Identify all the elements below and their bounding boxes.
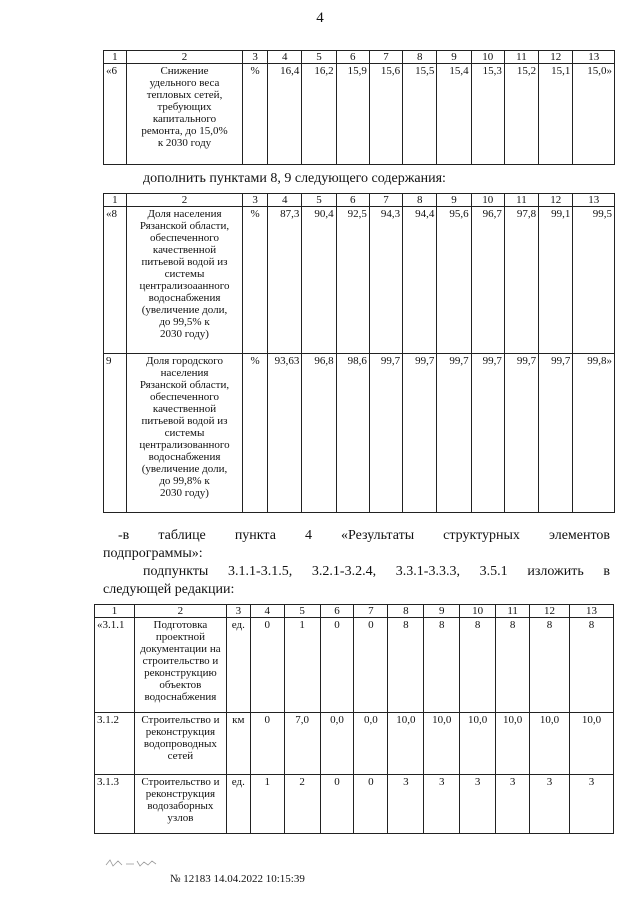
value-cell: 92,5	[336, 207, 369, 354]
value-cell: 8	[424, 618, 460, 713]
unit-cell: %	[243, 64, 268, 165]
result-name	[134, 618, 226, 713]
word: подпункты	[143, 564, 209, 579]
name-line: 2030 году)	[160, 328, 209, 340]
name-line: Доля городского	[145, 355, 224, 367]
header-cell: 1	[104, 194, 127, 207]
header-cell: 2	[126, 194, 242, 207]
name-line: Рязанской области,	[139, 220, 230, 232]
unit-cell: ед.	[226, 775, 250, 834]
table-row	[95, 618, 614, 713]
header-cell: 6	[336, 194, 369, 207]
value-cell: 3	[496, 775, 530, 834]
name-line: водоснабжения	[148, 451, 221, 463]
value-cell: 3	[388, 775, 424, 834]
word: «Результаты	[340, 528, 415, 543]
header-cell: 8	[403, 194, 437, 207]
value-cell: 0,0	[320, 713, 354, 775]
value-cell: 99,8»	[573, 354, 615, 513]
value-cell: 8	[388, 618, 424, 713]
value-cell: 8	[460, 618, 496, 713]
value-cell: 3	[460, 775, 496, 834]
value-cell: 93,63	[268, 354, 302, 513]
value-cell: 94,4	[403, 207, 437, 354]
value-cell: 15,0»	[573, 64, 615, 165]
word: 3.5.1	[479, 564, 508, 579]
name-line: водоснабжения	[148, 292, 221, 304]
header-cell: 4	[268, 194, 302, 207]
name-line: системы	[164, 268, 205, 280]
value-cell: 87,3	[268, 207, 302, 354]
table-row	[104, 207, 615, 354]
value-cell: 10,0	[424, 713, 460, 775]
value-cell: 3	[530, 775, 570, 834]
name-line: обеспеченного	[150, 232, 219, 244]
value-cell: 0	[320, 775, 354, 834]
header-cell: 9	[437, 194, 471, 207]
header-cell: 3	[243, 194, 268, 207]
word: элементов	[548, 528, 611, 543]
value-cell: 99,7	[403, 354, 437, 513]
word: таблице	[158, 528, 206, 543]
value-cell: 95,6	[437, 207, 471, 354]
table-row	[104, 64, 615, 165]
table-header-row	[104, 194, 615, 207]
value-cell: 15,9	[336, 64, 369, 165]
value-cell: 10,0	[496, 713, 530, 775]
name-line: обеспеченного	[150, 391, 219, 403]
paragraph-supplement: дополнить пунктами 8, 9 следующего содержания:	[143, 171, 446, 186]
value-cell: 8	[530, 618, 570, 713]
value-cell: 99,5	[573, 207, 615, 354]
value-cell: 8	[496, 618, 530, 713]
value-cell: 10,0	[569, 713, 613, 775]
header-cell: 12	[539, 51, 573, 64]
name-line: к 2030 году	[157, 137, 212, 149]
header-cell: 5	[284, 605, 320, 618]
name-line: строительство и	[142, 655, 219, 667]
header-cell: 2	[126, 51, 242, 64]
paragraph-amend-line-1	[118, 527, 610, 544]
header-cell: 11	[504, 194, 538, 207]
value-cell: 15,1	[539, 64, 573, 165]
name-line: питьевой водой из	[141, 415, 228, 427]
paragraph-amend-line-4: следующей редакции:	[103, 582, 235, 597]
header-cell: 10	[471, 194, 504, 207]
value-cell: 98,6	[336, 354, 369, 513]
value-cell: 15,6	[369, 64, 402, 165]
value-cell: 3	[569, 775, 613, 834]
name-line: до 99,5% к	[159, 316, 210, 328]
name-line: тепловых сетей,	[146, 89, 223, 101]
value-cell: 0,0	[354, 713, 388, 775]
word: пункта	[234, 528, 276, 543]
row-number: 3.1.3	[95, 775, 135, 834]
header-cell: 12	[539, 194, 573, 207]
header-cell: 13	[573, 51, 615, 64]
name-line: системы	[164, 427, 205, 439]
header-cell: 9	[424, 605, 460, 618]
row-number: 9	[104, 354, 127, 513]
stamp-mark	[104, 856, 160, 870]
unit-cell: %	[243, 207, 268, 354]
header-cell: 11	[496, 605, 530, 618]
name-line: 2030 году)	[160, 487, 209, 499]
value-cell: 99,7	[369, 354, 402, 513]
value-cell: 3	[424, 775, 460, 834]
results-table	[94, 604, 614, 834]
indicator-name	[126, 207, 242, 354]
word: 4	[304, 528, 312, 543]
table-row	[95, 713, 614, 775]
header-cell: 13	[573, 194, 615, 207]
name-line: питьевой водой из	[141, 256, 228, 268]
header-cell: 4	[250, 605, 284, 618]
word: -в	[118, 528, 130, 543]
name-line: объектов	[159, 679, 202, 691]
name-line: ремонта, до 15,0%	[141, 125, 228, 137]
value-cell: 15,5	[403, 64, 437, 165]
table-header-row	[104, 51, 615, 64]
name-line: централизованного	[139, 439, 230, 451]
header-cell: 4	[268, 51, 302, 64]
name-line: (увеличение доли,	[141, 463, 228, 475]
header-cell: 6	[320, 605, 354, 618]
paragraph-amend-line-3	[143, 563, 610, 580]
value-cell: 7,0	[284, 713, 320, 775]
value-cell: 15,3	[471, 64, 504, 165]
header-cell: 8	[388, 605, 424, 618]
document-registration-id: № 12183 14.04.2022 10:15:39	[170, 873, 305, 885]
unit-cell: ед.	[226, 618, 250, 713]
header-cell: 3	[243, 51, 268, 64]
name-line: централизоаанного	[139, 280, 230, 292]
header-cell: 12	[530, 605, 570, 618]
value-cell: 99,7	[539, 354, 573, 513]
word: в	[603, 564, 611, 579]
name-line: населения	[160, 367, 209, 379]
header-cell: 2	[134, 605, 226, 618]
value-cell: 10,0	[530, 713, 570, 775]
name-line: водоснабжения	[144, 691, 217, 703]
value-cell: 0	[354, 775, 388, 834]
name-line: документации на	[140, 643, 221, 655]
word: 3.1.1-3.1.5,	[228, 564, 293, 579]
value-cell: 15,2	[504, 64, 538, 165]
unit-cell: %	[243, 354, 268, 513]
header-cell: 13	[569, 605, 613, 618]
name-line: реконструкция	[145, 788, 216, 800]
header-cell: 5	[302, 194, 336, 207]
word: 3.3.1-3.3.3,	[395, 564, 460, 579]
table-row	[95, 775, 614, 834]
name-line: Доля населения	[147, 208, 222, 220]
header-cell: 7	[369, 194, 402, 207]
indicator-table-2	[103, 193, 615, 513]
name-line: Подготовка	[153, 619, 208, 631]
value-cell: 0	[354, 618, 388, 713]
header-cell: 6	[336, 51, 369, 64]
table-header-row	[95, 605, 614, 618]
value-cell: 0	[250, 618, 284, 713]
name-line: (увеличение доли,	[141, 304, 228, 316]
header-cell: 7	[354, 605, 388, 618]
value-cell: 1	[250, 775, 284, 834]
header-cell: 3	[226, 605, 250, 618]
value-cell: 99,1	[539, 207, 573, 354]
header-cell: 5	[302, 51, 336, 64]
header-cell: 10	[460, 605, 496, 618]
word: 3.2.1-3.2.4,	[311, 564, 377, 579]
value-cell: 0	[320, 618, 354, 713]
name-line: качественной	[152, 403, 217, 415]
paragraph-amend-line-2: подпрограммы»:	[103, 546, 203, 561]
name-line: Строительство и	[141, 776, 220, 788]
indicator-name	[126, 354, 242, 513]
value-cell: 99,7	[504, 354, 538, 513]
word: структурных	[443, 528, 520, 543]
value-cell: 99,7	[437, 354, 471, 513]
name-line: требующих	[157, 101, 212, 113]
value-cell: 90,4	[302, 207, 336, 354]
header-cell: 8	[403, 51, 437, 64]
name-line: проектной	[155, 631, 205, 643]
value-cell: 96,7	[471, 207, 504, 354]
value-cell: 2	[284, 775, 320, 834]
name-line: водопроводных	[143, 738, 217, 750]
row-number: 3.1.2	[95, 713, 135, 775]
name-line: Снижение	[160, 65, 209, 77]
row-number: «8	[104, 207, 127, 354]
header-cell: 9	[437, 51, 471, 64]
value-cell: 96,8	[302, 354, 336, 513]
value-cell: 1	[284, 618, 320, 713]
row-number: «6	[104, 64, 127, 165]
name-line: удельного веса	[149, 77, 220, 89]
header-cell: 10	[471, 51, 504, 64]
value-cell: 97,8	[504, 207, 538, 354]
value-cell: 99,7	[471, 354, 504, 513]
header-cell: 1	[95, 605, 135, 618]
name-line: Строительство и	[141, 714, 220, 726]
name-line: капитального	[152, 113, 217, 125]
row-number: «3.1.1	[95, 618, 135, 713]
header-cell: 7	[369, 51, 402, 64]
value-cell: 0	[250, 713, 284, 775]
value-cell: 16,2	[302, 64, 336, 165]
word: изложить	[527, 564, 584, 579]
indicator-name	[126, 64, 242, 165]
value-cell: 16,4	[268, 64, 302, 165]
name-line: реконструкцию	[144, 667, 217, 679]
name-line: водозаборных	[147, 800, 214, 812]
header-cell: 11	[504, 51, 538, 64]
value-cell: 8	[569, 618, 613, 713]
unit-cell: км	[226, 713, 250, 775]
result-name	[134, 713, 226, 775]
table-row	[104, 354, 615, 513]
name-line: сетей	[167, 750, 194, 762]
name-line: Рязанской области,	[139, 379, 230, 391]
name-line: до 99,8% к	[159, 475, 210, 487]
header-cell: 1	[104, 51, 127, 64]
indicator-table-1	[103, 50, 615, 165]
value-cell: 10,0	[460, 713, 496, 775]
name-line: качественной	[152, 244, 217, 256]
name-line: реконструкция	[145, 726, 216, 738]
value-cell: 10,0	[388, 713, 424, 775]
result-name	[134, 775, 226, 834]
name-line: узлов	[167, 812, 194, 824]
value-cell: 15,4	[437, 64, 471, 165]
value-cell: 94,3	[369, 207, 402, 354]
page-number: 4	[316, 10, 324, 26]
